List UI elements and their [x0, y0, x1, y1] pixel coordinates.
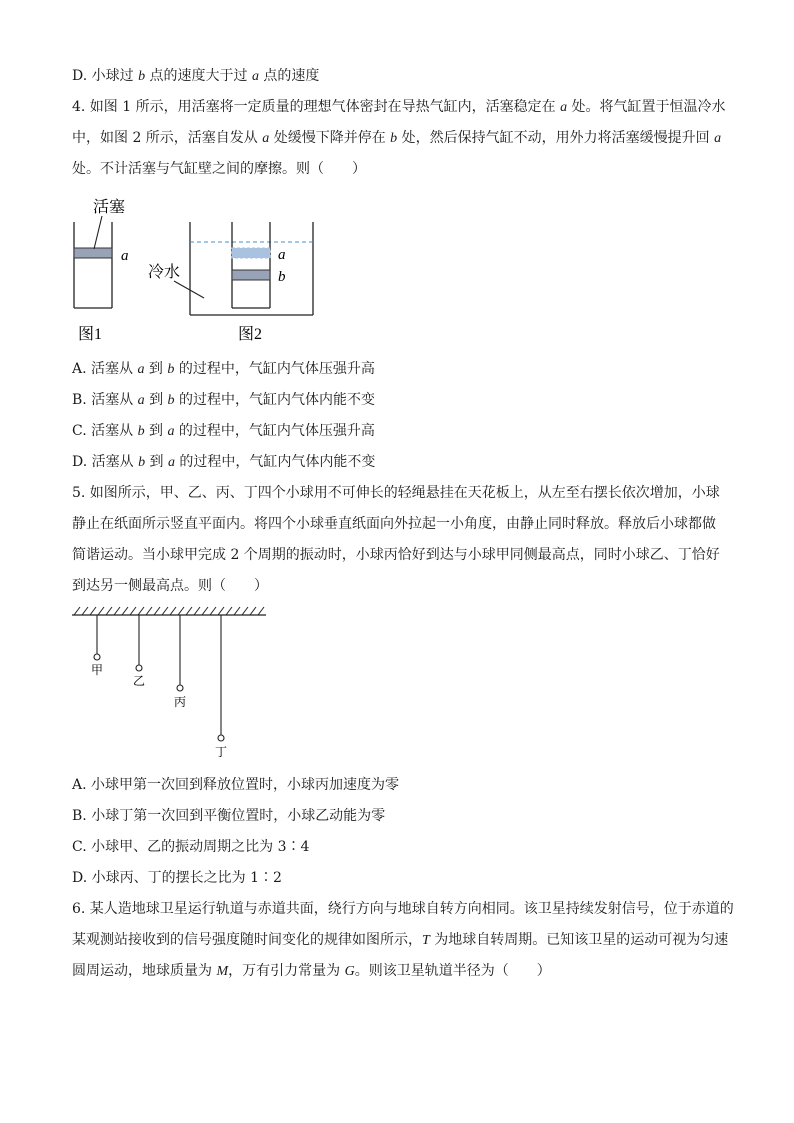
text-fragment: D. 小球过: [72, 68, 139, 84]
text-fragment: 到: [144, 423, 168, 439]
fig2-piston: [232, 270, 270, 280]
text-fragment: B. 活塞从: [72, 392, 138, 408]
q5-stem-line-1: 5. 如图所示，甲、乙、丙、丁四个小球用不可伸长的轻绳悬挂在天花板上，从左至右摆长依次增加，小球: [72, 485, 720, 501]
variable-b: b: [390, 131, 398, 146]
text-fragment: 。则该卫星轨道半径为（ ）: [354, 963, 551, 979]
pendulum-figure: [70, 604, 270, 764]
q3-option-d: [72, 67, 319, 86]
fig2-label-b: b: [278, 269, 286, 285]
text-fragment: 4. 如图 1 所示，用活塞将一定质量的理想气体密封在导热气缸内，活塞稳定在: [72, 99, 561, 115]
variable-T: T: [422, 933, 430, 948]
text-fragment: 某观测站接收到的信号强度随时间变化的规律如图所示，: [72, 932, 422, 948]
text-fragment: 点的速度: [258, 68, 320, 84]
variable-a: a: [262, 131, 270, 146]
q4-option-c: [72, 422, 375, 441]
ceiling: [72, 607, 266, 615]
fig2-caption: 图2: [238, 326, 263, 343]
q5-option-c: C. 小球甲、乙的振动周期之比为 3∶4: [72, 839, 310, 855]
text-fragment: ，万有引力常量为: [228, 963, 345, 979]
fig1-caption: 图1: [78, 326, 103, 343]
fig1-label-a: a: [121, 248, 129, 264]
q4-figure: [66, 190, 326, 345]
q4-option-a: [72, 360, 375, 379]
text-fragment: 中，如图 2 所示，活塞自发从: [72, 130, 263, 146]
variable: b: [137, 424, 145, 439]
ball-label-yi: 乙: [133, 674, 146, 688]
piston-pointer-line: [94, 216, 102, 249]
text-fragment: 的过程中，气缸内气体内能不变: [174, 392, 375, 408]
variable-a: a: [714, 131, 722, 146]
text-fragment: 的过程中，气缸内气体压强升高: [174, 361, 375, 377]
text-fragment: A. 活塞从: [72, 361, 138, 377]
text-fragment: D. 活塞从: [72, 454, 139, 470]
q4-option-b: [72, 391, 375, 410]
fig1-cylinder: [74, 222, 112, 308]
fig1-piston: [74, 248, 112, 258]
text-fragment: 处。将气缸置于恒温冷水: [567, 99, 726, 115]
variable: a: [167, 455, 175, 470]
fig2-water-container: [190, 222, 313, 315]
piston-label: 活塞: [93, 199, 126, 216]
q6-stem-line-2: [72, 931, 728, 950]
pendulum-bing: [177, 615, 183, 691]
variable-M: M: [216, 964, 229, 979]
fig2-cylinder: [232, 222, 270, 308]
fig2-label-a: a: [278, 247, 286, 263]
variable-a: a: [251, 69, 259, 84]
text-fragment: 到: [145, 454, 168, 470]
text-fragment: 的过程中，气缸内气体内能不变: [174, 454, 376, 470]
variable-G: G: [344, 964, 355, 979]
q4-stem-line-1: [72, 98, 726, 117]
ball-label-jia: 甲: [91, 663, 104, 677]
text-fragment: C. 活塞从: [72, 423, 138, 439]
pendulum-jia: [94, 615, 100, 660]
q5-stem-line-4: 到达另一侧最高点。则（ ）: [72, 578, 268, 594]
text-fragment: 到: [144, 361, 168, 377]
text-fragment: 处，然后保持气缸不动，用外力将活塞缓慢提升回: [397, 130, 715, 146]
text-fragment: 处缓慢下降并停在: [269, 130, 391, 146]
text-fragment: 到: [144, 392, 168, 408]
variable: a: [167, 424, 175, 439]
variable: b: [167, 393, 175, 408]
q6-stem-line-3: [72, 962, 551, 981]
q5-option-a: A. 小球甲第一次回到释放位置时，小球丙加速度为零: [72, 777, 400, 793]
text-fragment: 圆周运动，地球质量为: [72, 963, 217, 979]
q5-option-d: D. 小球丙、丁的摆长之比为 1∶2: [72, 870, 282, 886]
text-fragment: 点的速度大于过: [145, 68, 252, 84]
q5-stem-line-2: 静止在纸面所示竖直平面内。将四个小球垂直纸面向外拉起一小角度，由静止同时释放。释放后小球都做: [72, 516, 716, 532]
variable: a: [137, 362, 145, 377]
q5-option-b: B. 小球丁第一次回到平衡位置时，小球乙动能为零: [72, 808, 386, 824]
text-fragment: 的过程中，气缸内气体压强升高: [174, 423, 375, 439]
q4-option-d: [72, 453, 375, 472]
cold-water-pointer-line: [174, 281, 204, 298]
pendulum-yi: [136, 615, 142, 671]
ball-label-ding: 丁: [215, 745, 228, 759]
q6-stem-line-1: 6. 某人造地球卫星运行轨道与赤道共面，绕行方向与地球自转方向相同。该卫星持续发射信号，位于赤道的: [72, 901, 734, 917]
q4-stem-line-3: 处。不计活塞与气缸壁之间的摩擦。则（ ）: [72, 161, 366, 177]
variable-a: a: [560, 100, 568, 115]
ball-label-bing: 丙: [174, 695, 187, 709]
text-fragment: 为地球自转周期。已知该卫星的运动可视为匀速: [429, 932, 729, 948]
fig2-piston-original-position: [232, 248, 270, 258]
variable-b: b: [138, 69, 146, 84]
q5-stem-line-3: 简谐运动。当小球甲完成 2 个周期的振动时，小球丙恰好到达与小球甲同侧最高点，同时小球乙、丁恰好: [72, 547, 720, 563]
variable: b: [167, 362, 175, 377]
cold-water-label: 冷水: [148, 264, 181, 281]
variable: a: [137, 393, 145, 408]
variable: b: [138, 455, 146, 470]
pendulum-ding: [218, 615, 224, 741]
q4-stem-line-2: [72, 129, 721, 148]
